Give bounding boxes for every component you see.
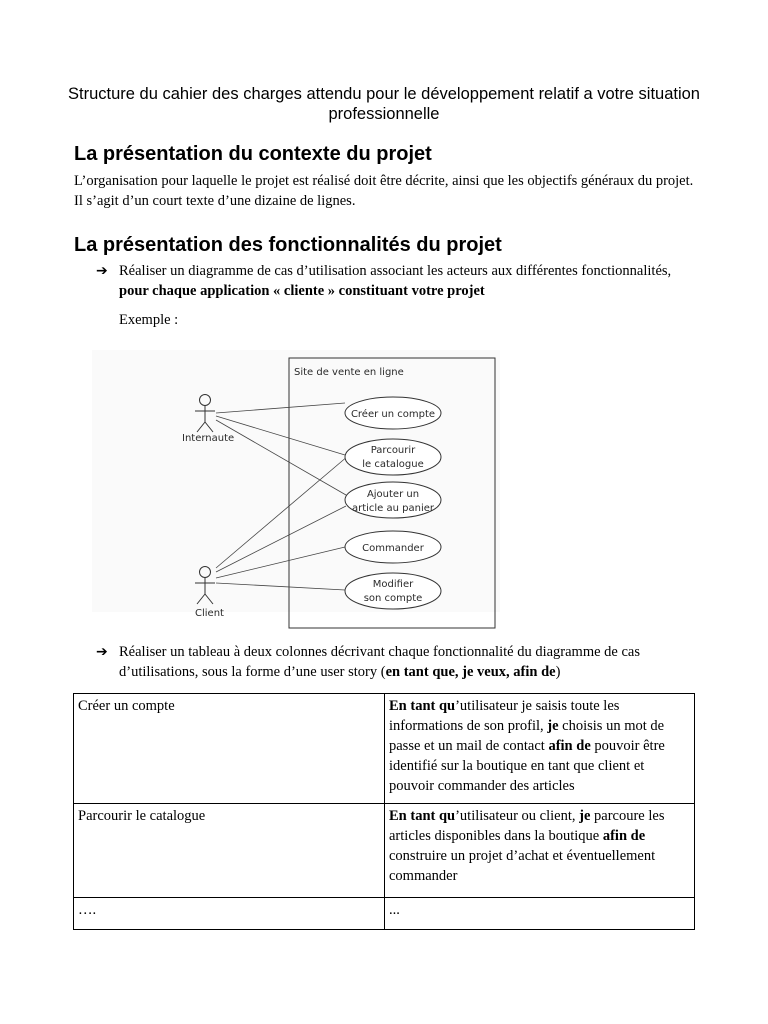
- bullet-diagramme: [119, 261, 679, 301]
- heading-contexte: La présentation du contexte du projet: [74, 143, 432, 165]
- use-case-commander: Commander: [362, 543, 424, 554]
- feature-cell: Parcourir le catalogue: [74, 804, 385, 898]
- user-story-table: [73, 693, 695, 930]
- bullet-diagramme-text: Réaliser un diagramme de cas d’utilisation associant les acteurs aux différentes fonctionnalités,: [119, 263, 672, 279]
- actor-internaute-label: Internaute: [182, 433, 235, 444]
- bullet-tableau-bold: en tant que, je veux, afin de: [385, 664, 556, 680]
- use-case-diagram: [92, 350, 500, 619]
- actor-client-label: Client: [195, 608, 224, 619]
- feature-cell: Créer un compte: [74, 694, 385, 804]
- use-case-modifier-line2: son compte: [363, 593, 423, 604]
- story-text: construire un projet d’achat et éventuellement commander: [389, 848, 656, 884]
- bullet-diagramme-bold: pour chaque application « cliente » constituant votre projet: [119, 283, 485, 299]
- bullet-tableau-text: Réaliser un tableau à deux colonnes décrivant chaque fonctionnalité du diagramme de cas d’utilisations, sous la forme d’une user story (: [119, 644, 640, 680]
- feature-cell: ….: [74, 898, 385, 930]
- story-text: ’utilisateur je saisis toute les informations de son profil,: [389, 698, 620, 734]
- story-cell: [385, 804, 695, 898]
- use-case-parcourir-line2: le catalogue: [362, 459, 424, 470]
- document-title: Structure du cahier des charges attendu pour le développement relatif a votre situation professionnelle: [68, 85, 700, 123]
- story-bold: je: [547, 718, 559, 734]
- actor-internaute: [195, 395, 215, 433]
- associations: [216, 403, 348, 590]
- arrow-bullet-icon: ➔: [96, 263, 108, 279]
- use-case-diagram-svg: [92, 350, 500, 619]
- arrow-bullet-icon: ➔: [96, 644, 108, 660]
- table-row: [74, 898, 695, 930]
- story-cell: [385, 694, 695, 804]
- story-bold: afin de: [602, 828, 646, 844]
- use-case-parcourir-line1: Parcourir: [370, 445, 416, 456]
- use-case-creer-compte: Créer un compte: [350, 409, 436, 420]
- heading-fonctionnalites: La présentation des fonctionnalités du projet: [74, 234, 502, 256]
- story-bold: je: [579, 808, 591, 824]
- system-label: Site de vente en ligne: [294, 367, 404, 378]
- story-cell: ...: [385, 898, 695, 930]
- use-case-modifier-line1: Modifier: [372, 579, 414, 590]
- story-text: choisis un mot de passe et un mail de contact: [389, 718, 665, 754]
- table-row: [74, 804, 695, 898]
- table-row: [74, 694, 695, 804]
- story-bold: afin de: [548, 738, 591, 754]
- bullet-tableau: [119, 642, 689, 682]
- example-label: Exemple :: [119, 312, 179, 328]
- use-case-ajouter-line2: article au panier: [351, 503, 435, 514]
- contexte-paragraph: L’organisation pour laquelle le projet est réalisé doit être décrite, ainsi que les objectifs généraux du projet. Il s’agit d’un court texte d’une dizaine de lignes.: [74, 173, 694, 209]
- story-text: parcoure les articles disponibles dans la boutique: [389, 808, 665, 844]
- story-bold: En tant qu: [389, 808, 456, 824]
- bullet-tableau-end: ): [555, 664, 561, 680]
- story-text: ’utilisateur ou client,: [455, 808, 580, 824]
- use-case-ajouter-line1: Ajouter un: [366, 489, 420, 500]
- story-text: pouvoir être identifié sur la boutique en tant que client et pouvoir commander des articles: [389, 738, 665, 794]
- story-bold: En tant qu: [389, 698, 456, 714]
- actor-client: [195, 567, 215, 605]
